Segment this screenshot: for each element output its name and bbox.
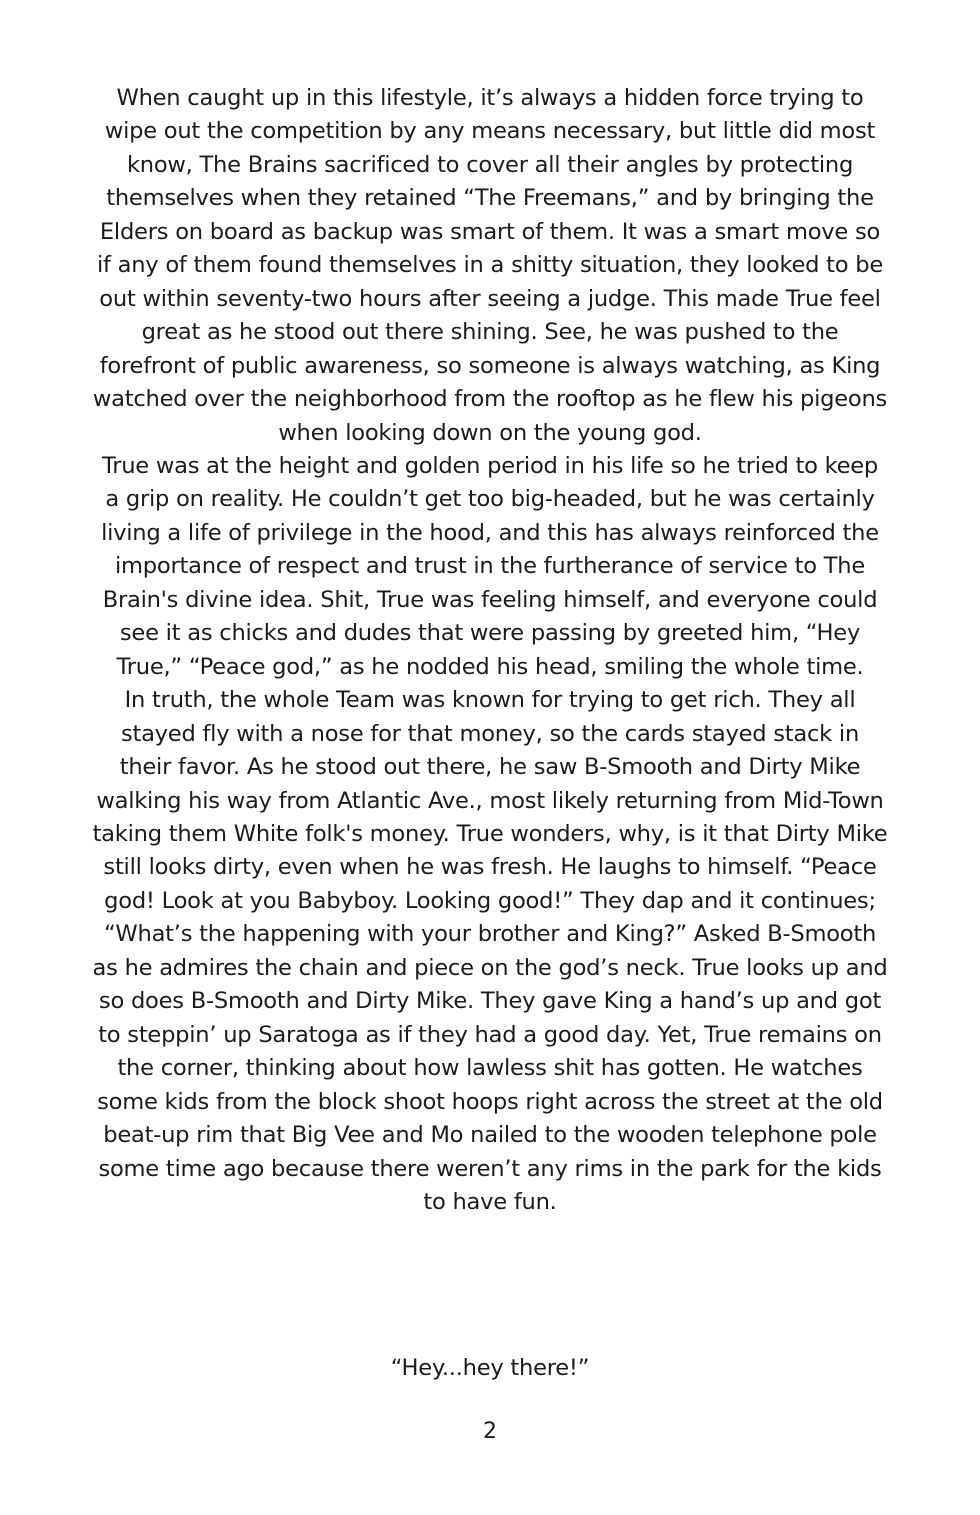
- page-number: 2: [483, 1419, 497, 1444]
- paragraph-2: True was at the height and golden period in his life so he tried to keep a grip on reality. He couldn’t get too big-headed, but he was certainly living a life of privilege in the hood, and this has always reinforced the importance of respect and trust in the furtherance of service to The Brain's divine idea. Shit, True was feeling himself, and everyone could see it as chicks and dudes that were passing by greeted him, “Hey True,” “Peace god,” as he nodded his head, smiling the whole time.: [101, 452, 879, 680]
- paragraph-1: When caught up in this lifestyle, it’s always a hidden force trying to wipe out the competition by any means necessary, but little did most know, The Brains sacrificed to cover all their angles by protecting themselves when they retained “The Freemans,” and by bringing the Elders on board as backup was smart of them. It was a smart move so if any of them found themselves in a shitty situation, they looked to be out within seventy-two hours after seeing a judge. This made True feel great as he stood out there shining. See, he was pushed to the forefront of public awareness, so someone is always watching, as King watched over the neighborhood from the rooftop as he flew his pigeons when looking down on the young god.: [92, 85, 888, 446]
- dialogue-line: “Hey...hey there!”: [390, 1355, 590, 1381]
- paragraph-3: In truth, the whole Team was known for trying to get rich. They all stayed fly with a nose for that money, so the cards stayed stack in their favor. As he stood out there, he saw B-Smooth and Dirty Mike walking his way from Atlantic Ave., most likely returning from Mid-Town taking them White folk's money. True wonders, why, is it that Dirty Mike still looks dirty, even when he was fresh. He laughs to himself. “Peace god! Look at you Babyboy. Looking good!” They dap and it continues; “What’s the happening with your brother and King?” Asked B-Smooth as he admires the chain and piece on the god’s neck. True looks up and so does B-Smooth and Dirty Mike. They gave King a hand’s up and got to steppin’ up Saratoga as if they had a good day. Yet, True remains on the corner, thinking about how lawless shit has gotten. He watches some kids from the block shoot hoops right across the street at the old beat-up rim that Big Vee and Mo nailed to the wooden telephone pole some time ago because there weren’t any rims in the park for the kids to have fun.: [92, 687, 888, 1215]
- body-text: [92, 82, 888, 1219]
